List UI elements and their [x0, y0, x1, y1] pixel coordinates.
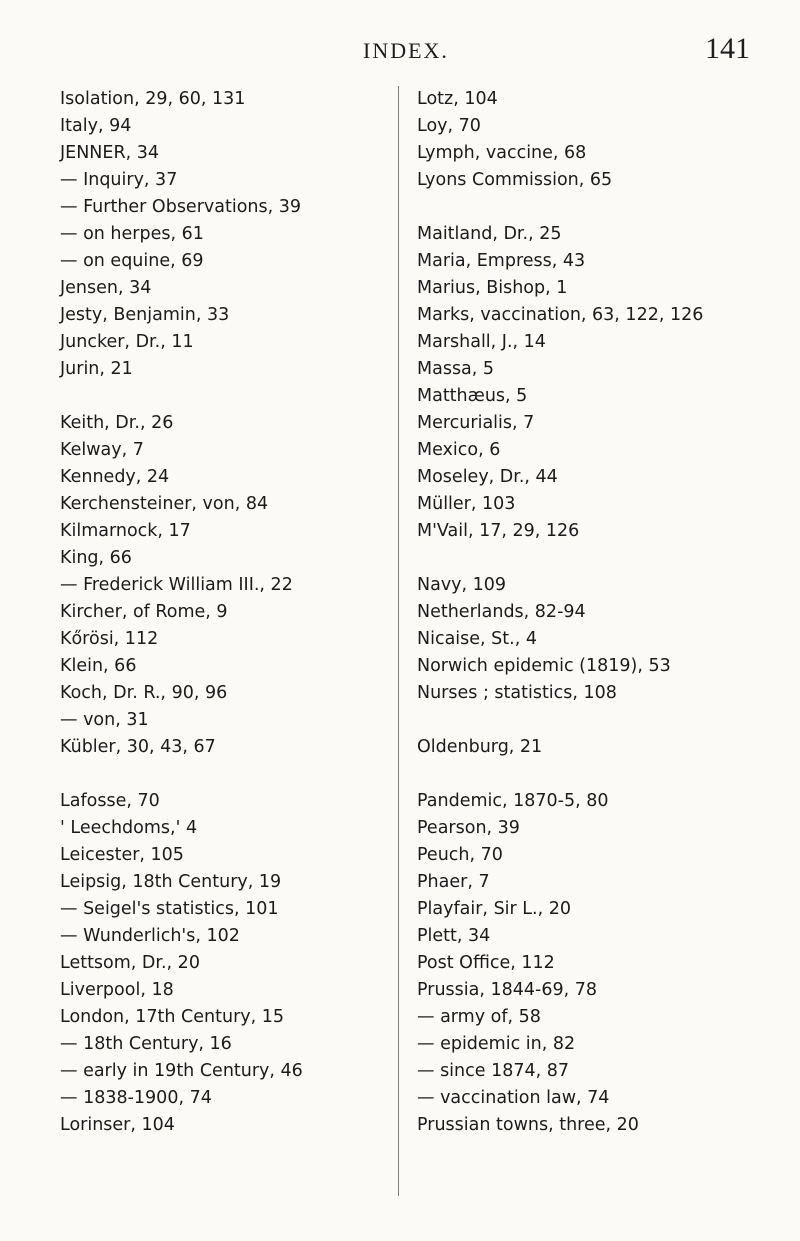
group-separator — [60, 761, 390, 788]
index-entry: — vaccination law, 74 — [417, 1088, 610, 1108]
index-entry: Peuch, 70 — [417, 845, 503, 865]
index-entry: Italy, 94 — [60, 116, 132, 136]
index-entry: — since 1874, 87 — [417, 1061, 570, 1081]
index-entry: Müller, 103 — [417, 494, 516, 514]
index-entry: London, 17th Century, 15 — [60, 1007, 285, 1027]
index-entry: Leipsig, 18th Century, 19 — [60, 872, 282, 892]
index-entry: Kübler, 30, 43, 67 — [60, 737, 216, 757]
index-entry: — Wunderlich's, 102 — [60, 926, 240, 946]
index-entry: Jensen, 34 — [60, 278, 152, 298]
index-entry: Pearson, 39 — [417, 818, 520, 838]
index-entry: — army of, 58 — [417, 1007, 541, 1027]
index-entry: Nicaise, St., 4 — [417, 629, 537, 649]
index-entry: Kilmarnock, 17 — [60, 521, 191, 541]
index-entry: Massa, 5 — [417, 359, 495, 379]
index-entry: Lorinser, 104 — [60, 1115, 175, 1135]
index-entry: Oldenburg, 21 — [417, 737, 543, 757]
index-entry: Lyons Commission, 65 — [417, 170, 613, 190]
index-entry: Koch, Dr. R., 90, 96 — [60, 683, 228, 703]
index-entry: Prussia, 1844-69, 78 — [417, 980, 597, 1000]
running-title: INDEX. — [363, 38, 449, 63]
group-separator — [399, 761, 794, 788]
index-entry: Kerchensteiner, von, 84 — [60, 494, 269, 514]
index-entry: Matthæus, 5 — [417, 386, 528, 406]
index-entry: Klein, 66 — [60, 656, 137, 676]
index-entry: — Seigel's statistics, 101 — [60, 899, 279, 919]
index-entry: Isolation, 29, 60, 131 — [60, 89, 246, 109]
index-entry: Marius, Bishop, 1 — [417, 278, 568, 298]
index-entry: — Frederick William III., 22 — [60, 575, 293, 595]
index-entry: Kennedy, 24 — [60, 467, 170, 487]
group-separator — [399, 707, 794, 734]
index-entry: — on equine, 69 — [60, 251, 204, 271]
index-column-left — [60, 86, 390, 1139]
index-column-right — [399, 86, 794, 1139]
index-entry: Kelway, 7 — [60, 440, 144, 460]
index-entry: — 1838-1900, 74 — [60, 1088, 212, 1108]
index-entry: — Further Observations, 39 — [60, 197, 302, 217]
index-entry: Liverpool, 18 — [60, 980, 174, 1000]
index-entry: — on herpes, 61 — [60, 224, 204, 244]
index-entry: JENNER, 34 — [60, 143, 160, 163]
group-separator — [399, 194, 794, 221]
index-entry: King, 66 — [60, 548, 132, 568]
index-entry: Plett, 34 — [417, 926, 491, 946]
index-entry: Jurin, 21 — [60, 359, 133, 379]
index-entry: Pandemic, 1870-5, 80 — [417, 791, 609, 811]
index-entry: Phaer, 7 — [417, 872, 490, 892]
index-entry: Netherlands, 82-94 — [417, 602, 586, 622]
index-entry: Moseley, Dr., 44 — [417, 467, 558, 487]
index-entry: — epidemic in, 82 — [417, 1034, 576, 1054]
group-separator — [399, 545, 794, 572]
index-entry: ' Leechdoms,' 4 — [60, 818, 198, 838]
index-entry: Marshall, J., 14 — [417, 332, 546, 352]
index-entry: — Inquiry, 37 — [60, 170, 178, 190]
index-entry: Mexico, 6 — [417, 440, 501, 460]
index-entry: Navy, 109 — [417, 575, 507, 595]
index-entry: Leicester, 105 — [60, 845, 184, 865]
index-entry: Juncker, Dr., 11 — [60, 332, 194, 352]
index-entry: — 18th Century, 16 — [60, 1034, 232, 1054]
index-entry: Maria, Empress, 43 — [417, 251, 586, 271]
page-number: 141 — [705, 32, 750, 65]
index-entry: Norwich epidemic (1819), 53 — [417, 656, 671, 676]
index-entry: Lafosse, 70 — [60, 791, 160, 811]
index-entry: Keith, Dr., 26 — [60, 413, 174, 433]
index-entry: Loy, 70 — [417, 116, 481, 136]
index-entry: Marks, vaccination, 63, 122, 126 — [417, 305, 704, 325]
index-entry: Lymph, vaccine, 68 — [417, 143, 587, 163]
page-header — [0, 32, 800, 78]
index-entry: Kircher, of Rome, 9 — [60, 602, 228, 622]
index-entry: Mercurialis, 7 — [417, 413, 535, 433]
index-entry: — early in 19th Century, 46 — [60, 1061, 303, 1081]
index-entry: Post Office, 112 — [417, 953, 555, 973]
index-entry: — von, 31 — [60, 710, 149, 730]
index-entry: Jesty, Benjamin, 33 — [60, 305, 230, 325]
index-entry: Lettsom, Dr., 20 — [60, 953, 200, 973]
index-entry: Kőrösi, 112 — [60, 629, 159, 649]
index-entry: Playfair, Sir L., 20 — [417, 899, 571, 919]
index-entry: Lotz, 104 — [417, 89, 498, 109]
index-entry: Maitland, Dr., 25 — [417, 224, 562, 244]
index-entry: Prussian towns, three, 20 — [417, 1115, 639, 1135]
group-separator — [60, 383, 390, 410]
index-entry: M'Vail, 17, 29, 126 — [417, 521, 580, 541]
index-entry: Nurses ; statistics, 108 — [417, 683, 617, 703]
